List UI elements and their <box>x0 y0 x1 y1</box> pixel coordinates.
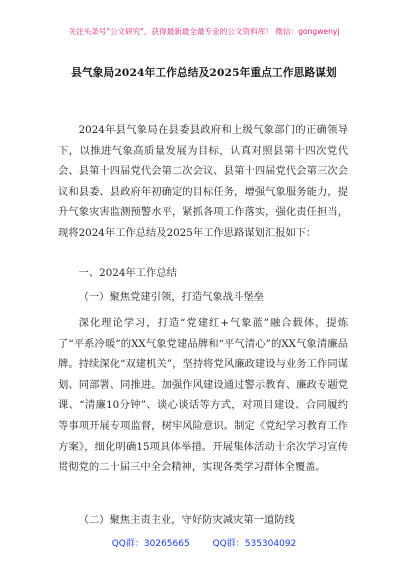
subsection-heading-1 <box>58 287 348 308</box>
intro-paragraph <box>58 120 348 244</box>
footer-contacts <box>0 536 408 549</box>
subsection-heading-2 <box>58 510 348 531</box>
party-building-paragraph <box>58 313 348 478</box>
subsection-heading-text: （二）聚焦主责主业，守好防灾减灾第一道防线 <box>78 514 295 526</box>
section-heading-text: 一、2024年工作总结 <box>78 267 177 279</box>
footer-qq-group-2: QQ群：535304092 <box>212 539 297 549</box>
subsection-heading-text: （一）聚焦党建引领，打造气象战斗堡垒 <box>78 291 264 303</box>
header-note: 关注头条号"公文研究"，获得最新最全最专业的公文资料库！ 微信：gongwenyj <box>68 27 340 36</box>
paragraph-text: 深化理论学习，打造“党建红+气象蓝”融合载体，提炼了“平系冷暖”的XX气象党建品牌和“平气清心”的XX气象清廉品牌。持续深化“双建机关”，坚持将党风廉政建设与业务工作同谋划、同部署、同推进。加强作风建设通过警示教育、廉政专题党课、“清廉10分钟”、谈心谈话等方式，对项目建设、合同履约等事项开展专项监督，树牢风险意识。制定《党纪学习教育工作方案》，细化明确15项具体举措。开展集体活动十余次学习宣传贯彻党的二十届三中全会精神，实现各类学习群体全覆盖。 <box>58 317 348 474</box>
footer-qq-group-1: QQ群：30265665 <box>111 539 190 549</box>
document-title: 县气象局2024年工作总结及2025年重点工作思路谋划 <box>71 67 337 79</box>
section-heading <box>58 263 348 284</box>
paragraph-text: 2024年县气象局在县委县政府和上级气象部门的正确领导下，以推进气象高质量发展为目标，认真对照县第十四次党代会、县第十四届党代会第二次会议、县第十四届党代会第三次会议和县委、县政府年初确定的目标任务，增强气象服务能力，提升气象灾害监测预警水平，紧抓各项工作落实，强化责任担当，现将2024年工作总结及2025年工作思路谋划汇报如下： <box>58 124 348 239</box>
